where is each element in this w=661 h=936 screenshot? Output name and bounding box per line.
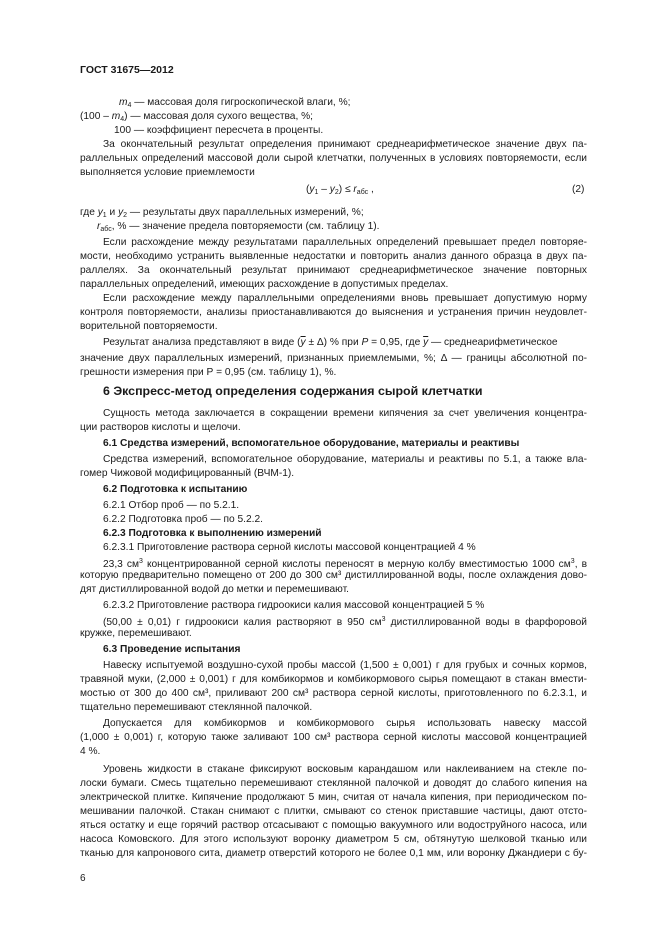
- item-6-2-2: 6.2.2 Подготовка проб — по 5.2.2.: [103, 514, 263, 525]
- paragraph-line: ворительной повторяемости.: [80, 321, 218, 332]
- equation-number: (2): [572, 184, 585, 195]
- paragraph-line: Навеску испытуемой воздушно-сухой пробы массой (1,500 ± 0,001) г для грубых и сочных кормов,: [103, 660, 587, 671]
- paragraph-line: (1,000 ± 0,001) г, которую также заливают 100 см³ раствора серной кислоты массовой концентрацией: [80, 732, 587, 743]
- paragraph-line: мешивании палочкой. Стакан снимают с плитки, смывают со стенок приставшие частицы, дают отсто-: [80, 806, 587, 817]
- paragraph-line: ции растворов кислоты и щелочи.: [80, 422, 241, 433]
- paragraph-line: травяной муки, (2,000 ± 0,001) г для комбикормов и комбикормового сырья помещают в стакан вмести-: [80, 674, 587, 685]
- standard-header: ГОСТ 31675—2012: [80, 64, 174, 76]
- item-6-2-1: 6.2.1 Отбор проб — по 5.2.1.: [103, 500, 240, 511]
- paragraph-line: которую предварительно помещено от 200 до 300 см³ дистиллированной воды, после охлаждения дово-: [80, 570, 587, 581]
- definition-100: 100 — коэффициент пересчета в проценты.: [114, 125, 324, 136]
- paragraph-line: раллелях. За окончательный результат принимают среднеарифметическое значение повторных: [80, 265, 587, 276]
- paragraph-line: дят дистиллированной водой до метки и перемешивают.: [80, 584, 349, 595]
- paragraph-line: За окончательный результат определения принимают среднеарифметическое значение двух па-: [103, 139, 587, 150]
- paragraph-line: грешности измерения при Р = 0,95 (см. таблицу 1), %.: [80, 367, 337, 378]
- paragraph-line: раллельных определений массовой доли сырой клетчатки, полученных в условиях повторяемости, если: [80, 153, 587, 164]
- paragraph-line: тканью для капронового сита, диаметр отверстий которого не более 0,1 мм, или воронку Джандиери с бу-: [80, 848, 587, 859]
- paragraph-line: мости, необходимо устранить выявленные недостатки и повторить анализ данного образца в двух па-: [80, 251, 587, 262]
- where-rabs: $r_{абс}$, % — значение предела повторяемости (см. таблицу 1).: [97, 221, 380, 233]
- result-form-line: Результат анализа представляют в виде $(\overline{y} \pm \Delta)$ % при Р = 0,95, где $\overline{y}$ — среднеарифметическое: [103, 337, 558, 348]
- subsection-6-2-3-heading: 6.2.3 Подготовка к выполнению измерений: [103, 528, 322, 539]
- paragraph-line: лоски бумаги. Смесь тщательно перемешивают стеклянной палочкой и доводят до слабого кипения на: [80, 778, 587, 789]
- paragraph-line: Уровень жидкости в стакане фиксируют восковым карандашом или наклеиванием на стекле по-: [103, 764, 587, 775]
- paragraph-line: насоса Комовского. Для этого используют воронку диаметром 5 см, обтянутую шелковой тканью или: [80, 834, 587, 845]
- definition-100-m4: $(100 - m_4)$ — массовая доля сухого вещества, %;: [80, 111, 313, 123]
- subsection-6-3-heading: 6.3 Проведение испытания: [103, 644, 241, 655]
- paragraph-line: яться остатку и еще горячий раствор отсасывают с помощью вакуумного или водоструйного насоса, или: [80, 820, 587, 831]
- paragraph-line: тщательно перемешивают стеклянной палочкой.: [80, 702, 313, 713]
- page-number: 6: [80, 873, 86, 884]
- paragraph-line: параллельных определений, имеющих расхождение в допустимых пределах.: [80, 279, 449, 290]
- paragraph-line: 4 %.: [80, 746, 101, 757]
- paragraph-line: Средства измерений, вспомогательное оборудование, материалы и реактивы по 5.1, а также вла-: [103, 454, 587, 465]
- item-6-2-3-1: 6.2.3.1 Приготовление раствора серной кислоты массовой концентрацией 4 %: [103, 542, 476, 553]
- item-6-2-3-2: 6.2.3.2 Приготовление раствора гидроокиси калия массовой концентрацией 5 %: [103, 600, 485, 611]
- paragraph-line: Если расхождение между результатами параллельных определений превышает предел повторяе-: [103, 237, 587, 248]
- paragraph-line: выполняется условие приемлемости: [80, 167, 255, 178]
- paragraph-line: значение двух параллельных измерений, признанных приемлемыми, %; Δ — границы абсолютной по-: [80, 353, 587, 364]
- subsection-6-2-heading: 6.2 Подготовка к испытанию: [103, 484, 248, 495]
- paragraph-line: гомер Чижовой модифицированный (ВЧМ-1).: [80, 468, 295, 479]
- paragraph-line: кружке, перемешивают.: [80, 628, 192, 639]
- koh-prep-line: (50,00 ± 0,01) г гидроокиси калия растворяют в 950 $см^3$ дистиллированной воды в фарфоровой: [103, 616, 587, 628]
- paragraph-line: Сущность метода заключается в сокращении времени кипячения за счет увеличения концентра-: [103, 408, 587, 419]
- paragraph-line: мостью от 300 до 400 см³, приливают 200 см³ раствора серной кислоты, приготовленного по 6.2.3.1, и: [80, 688, 587, 699]
- paragraph-line: Если расхождение между параллельными определениями вновь превышает допустимую норму: [103, 293, 587, 304]
- section-6-heading: 6 Экспресс-метод определения содержания сырой клетчатки: [103, 384, 483, 398]
- acid-prep-line: 23,3 $см^3$ концентрированной серной кислоты переносят в мерную колбу вместимостью 1000 $см^3$, в: [103, 558, 588, 570]
- where-y1-y2: где $y_1$ и $y_2$ — результаты двух параллельных измерений, %;: [80, 207, 364, 219]
- subsection-6-1-heading: 6.1 Средства измерений, вспомогательное оборудование, материалы и реактивы: [103, 438, 520, 449]
- equation-2: $(y_1 - y_2) \le r_{абс}$ ,: [306, 184, 374, 196]
- paragraph-line: контроля повторяемости, анализы приостанавливаются до выяснения и устранения причин неудовлет-: [80, 307, 587, 318]
- definition-m4: $m_4$ — массовая доля гигроскопической влаги, %;: [119, 97, 351, 109]
- paragraph-line: электрической плитке. Кипячение продолжают 5 мин, считая от начала кипения, при периодическом по-: [80, 792, 587, 803]
- paragraph-line: Допускается для комбикормов и комбикормового сырья использовать навеску массой: [103, 718, 587, 729]
